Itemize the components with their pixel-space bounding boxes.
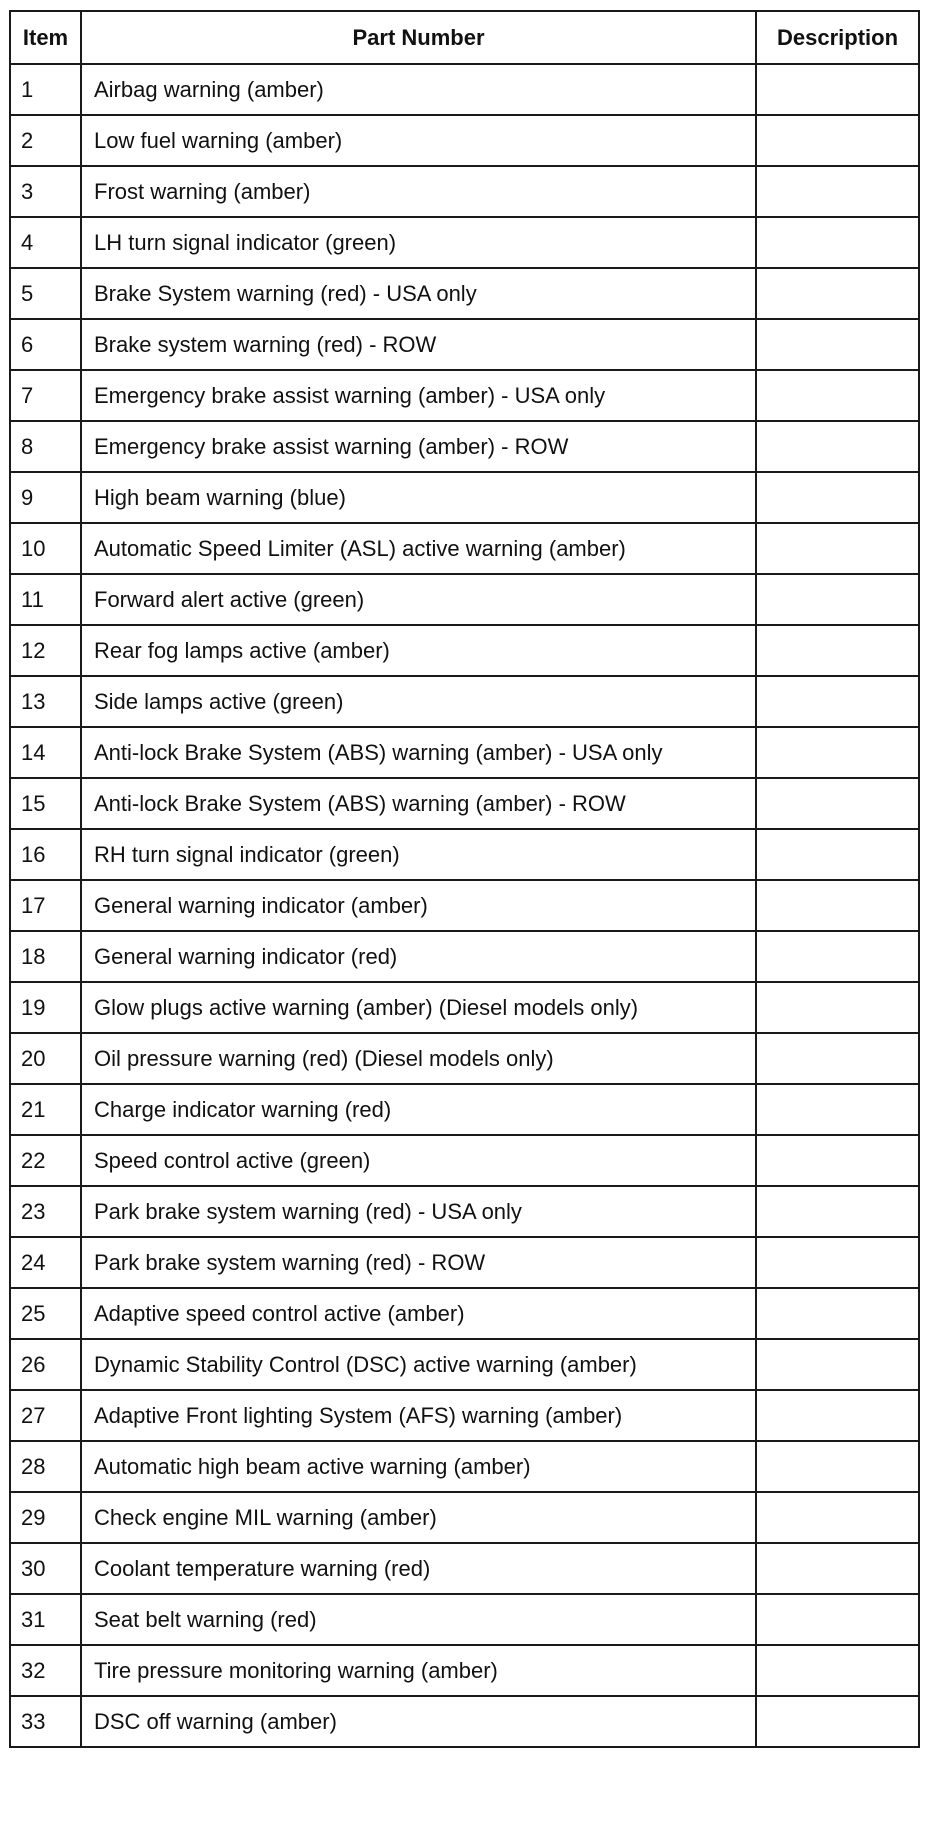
part-number-cell: LH turn signal indicator (green) bbox=[81, 217, 756, 268]
table-row bbox=[10, 778, 919, 829]
part-number-cell: Adaptive Front lighting System (AFS) warning (amber) bbox=[81, 1390, 756, 1441]
part-number-cell: Automatic Speed Limiter (ASL) active warning (amber) bbox=[81, 523, 756, 574]
part-number-cell: General warning indicator (red) bbox=[81, 931, 756, 982]
description-cell bbox=[756, 676, 919, 727]
part-number-cell: Park brake system warning (red) - ROW bbox=[81, 1237, 756, 1288]
description-cell bbox=[756, 1441, 919, 1492]
table-row bbox=[10, 625, 919, 676]
description-cell bbox=[756, 778, 919, 829]
item-number-cell: 5 bbox=[10, 268, 81, 319]
item-number-cell: 27 bbox=[10, 1390, 81, 1441]
item-number-cell: 33 bbox=[10, 1696, 81, 1747]
table-row bbox=[10, 421, 919, 472]
description-cell bbox=[756, 1543, 919, 1594]
item-number-cell: 30 bbox=[10, 1543, 81, 1594]
header-row bbox=[10, 11, 919, 64]
description-cell bbox=[756, 115, 919, 166]
table-row bbox=[10, 727, 919, 778]
description-cell bbox=[756, 1084, 919, 1135]
item-number-cell: 11 bbox=[10, 574, 81, 625]
table-header bbox=[10, 11, 919, 64]
table-row bbox=[10, 217, 919, 268]
table-row bbox=[10, 1645, 919, 1696]
description-cell bbox=[756, 574, 919, 625]
item-number-cell: 19 bbox=[10, 982, 81, 1033]
part-number-cell: Adaptive speed control active (amber) bbox=[81, 1288, 756, 1339]
item-number-cell: 1 bbox=[10, 64, 81, 115]
table-row bbox=[10, 1186, 919, 1237]
table-row bbox=[10, 1288, 919, 1339]
part-number-cell: Automatic high beam active warning (amber) bbox=[81, 1441, 756, 1492]
description-cell bbox=[756, 319, 919, 370]
parts-table bbox=[9, 10, 920, 1748]
description-cell bbox=[756, 727, 919, 778]
item-number-cell: 29 bbox=[10, 1492, 81, 1543]
item-number-cell: 8 bbox=[10, 421, 81, 472]
item-number-cell: 18 bbox=[10, 931, 81, 982]
description-cell bbox=[756, 166, 919, 217]
description-cell bbox=[756, 1696, 919, 1747]
item-number-cell: 15 bbox=[10, 778, 81, 829]
header-item: Item bbox=[10, 11, 81, 64]
description-cell bbox=[756, 1135, 919, 1186]
part-number-cell: Emergency brake assist warning (amber) - USA only bbox=[81, 370, 756, 421]
part-number-cell: Rear fog lamps active (amber) bbox=[81, 625, 756, 676]
description-cell bbox=[756, 523, 919, 574]
table-row bbox=[10, 472, 919, 523]
description-cell bbox=[756, 1390, 919, 1441]
item-number-cell: 9 bbox=[10, 472, 81, 523]
description-cell bbox=[756, 268, 919, 319]
item-number-cell: 26 bbox=[10, 1339, 81, 1390]
table-row bbox=[10, 1390, 919, 1441]
item-number-cell: 32 bbox=[10, 1645, 81, 1696]
table-row bbox=[10, 1594, 919, 1645]
table-row bbox=[10, 370, 919, 421]
part-number-cell: Park brake system warning (red) - USA only bbox=[81, 1186, 756, 1237]
part-number-cell: Brake system warning (red) - ROW bbox=[81, 319, 756, 370]
description-cell bbox=[756, 1339, 919, 1390]
item-number-cell: 7 bbox=[10, 370, 81, 421]
part-number-cell: Forward alert active (green) bbox=[81, 574, 756, 625]
header-description: Description bbox=[756, 11, 919, 64]
header-part-number: Part Number bbox=[81, 11, 756, 64]
description-cell bbox=[756, 1033, 919, 1084]
table-row bbox=[10, 268, 919, 319]
description-cell bbox=[756, 1645, 919, 1696]
table-row bbox=[10, 319, 919, 370]
part-number-cell: Charge indicator warning (red) bbox=[81, 1084, 756, 1135]
table-row bbox=[10, 1033, 919, 1084]
item-number-cell: 28 bbox=[10, 1441, 81, 1492]
part-number-cell: Coolant temperature warning (red) bbox=[81, 1543, 756, 1594]
description-cell bbox=[756, 370, 919, 421]
part-number-cell: Frost warning (amber) bbox=[81, 166, 756, 217]
part-number-cell: RH turn signal indicator (green) bbox=[81, 829, 756, 880]
part-number-cell: Anti-lock Brake System (ABS) warning (amber) - ROW bbox=[81, 778, 756, 829]
table-body bbox=[10, 64, 919, 1747]
table-row bbox=[10, 1492, 919, 1543]
description-cell bbox=[756, 421, 919, 472]
part-number-cell: Glow plugs active warning (amber) (Diesel models only) bbox=[81, 982, 756, 1033]
item-number-cell: 4 bbox=[10, 217, 81, 268]
table-row bbox=[10, 931, 919, 982]
part-number-cell: Emergency brake assist warning (amber) - ROW bbox=[81, 421, 756, 472]
part-number-cell: High beam warning (blue) bbox=[81, 472, 756, 523]
part-number-cell: DSC off warning (amber) bbox=[81, 1696, 756, 1747]
part-number-cell: Dynamic Stability Control (DSC) active warning (amber) bbox=[81, 1339, 756, 1390]
table-row bbox=[10, 115, 919, 166]
table-row bbox=[10, 1441, 919, 1492]
part-number-cell: Check engine MIL warning (amber) bbox=[81, 1492, 756, 1543]
item-number-cell: 12 bbox=[10, 625, 81, 676]
item-number-cell: 14 bbox=[10, 727, 81, 778]
table-row bbox=[10, 1135, 919, 1186]
part-number-cell: Speed control active (green) bbox=[81, 1135, 756, 1186]
part-number-cell: Anti-lock Brake System (ABS) warning (amber) - USA only bbox=[81, 727, 756, 778]
item-number-cell: 24 bbox=[10, 1237, 81, 1288]
table-row bbox=[10, 1696, 919, 1747]
part-number-cell: Tire pressure monitoring warning (amber) bbox=[81, 1645, 756, 1696]
item-number-cell: 22 bbox=[10, 1135, 81, 1186]
item-number-cell: 31 bbox=[10, 1594, 81, 1645]
item-number-cell: 25 bbox=[10, 1288, 81, 1339]
table-row bbox=[10, 574, 919, 625]
description-cell bbox=[756, 625, 919, 676]
item-number-cell: 23 bbox=[10, 1186, 81, 1237]
description-cell bbox=[756, 1186, 919, 1237]
description-cell bbox=[756, 880, 919, 931]
description-cell bbox=[756, 1492, 919, 1543]
description-cell bbox=[756, 64, 919, 115]
part-number-cell: Airbag warning (amber) bbox=[81, 64, 756, 115]
description-cell bbox=[756, 982, 919, 1033]
table-row bbox=[10, 523, 919, 574]
item-number-cell: 20 bbox=[10, 1033, 81, 1084]
item-number-cell: 21 bbox=[10, 1084, 81, 1135]
description-cell bbox=[756, 1288, 919, 1339]
table-row bbox=[10, 676, 919, 727]
item-number-cell: 17 bbox=[10, 880, 81, 931]
description-cell bbox=[756, 931, 919, 982]
description-cell bbox=[756, 829, 919, 880]
item-number-cell: 13 bbox=[10, 676, 81, 727]
table-row bbox=[10, 880, 919, 931]
part-number-cell: Low fuel warning (amber) bbox=[81, 115, 756, 166]
table-row bbox=[10, 1237, 919, 1288]
item-number-cell: 10 bbox=[10, 523, 81, 574]
table-row bbox=[10, 982, 919, 1033]
description-cell bbox=[756, 472, 919, 523]
table-row bbox=[10, 64, 919, 115]
part-number-cell: Brake System warning (red) - USA only bbox=[81, 268, 756, 319]
table-row bbox=[10, 1339, 919, 1390]
item-number-cell: 16 bbox=[10, 829, 81, 880]
item-number-cell: 2 bbox=[10, 115, 81, 166]
table-row bbox=[10, 1543, 919, 1594]
description-cell bbox=[756, 1594, 919, 1645]
table-row bbox=[10, 166, 919, 217]
part-number-cell: Side lamps active (green) bbox=[81, 676, 756, 727]
part-number-cell: Oil pressure warning (red) (Diesel models only) bbox=[81, 1033, 756, 1084]
description-cell bbox=[756, 1237, 919, 1288]
table-row bbox=[10, 1084, 919, 1135]
table-row bbox=[10, 829, 919, 880]
item-number-cell: 3 bbox=[10, 166, 81, 217]
part-number-cell: Seat belt warning (red) bbox=[81, 1594, 756, 1645]
description-cell bbox=[756, 217, 919, 268]
item-number-cell: 6 bbox=[10, 319, 81, 370]
part-number-cell: General warning indicator (amber) bbox=[81, 880, 756, 931]
